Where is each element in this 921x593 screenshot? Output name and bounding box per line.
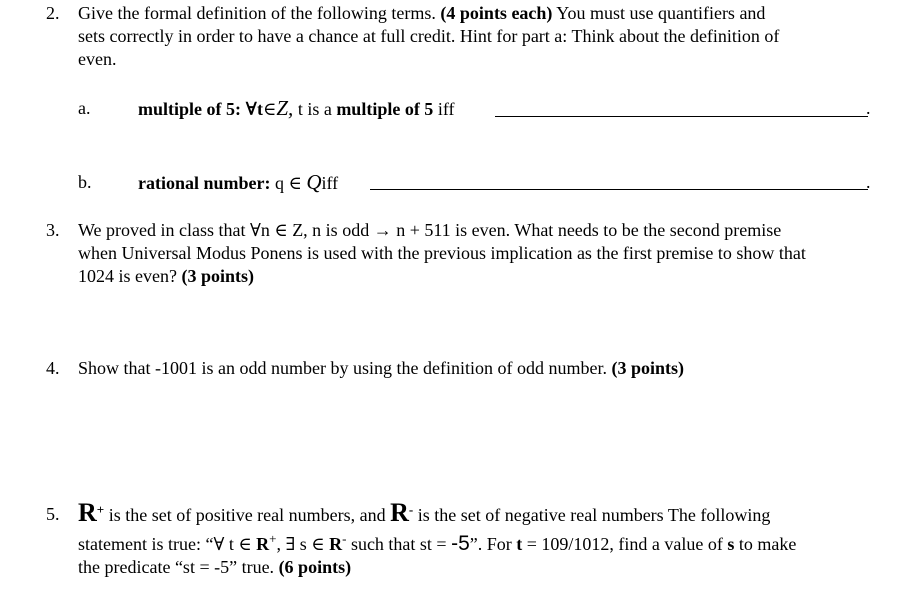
q5-s-bold: s — [727, 534, 735, 554]
q2a-term: multiple of 5: — [138, 99, 241, 119]
q3-line1: We proved in class that ∀n ∈ Z, n is odd → n + 511 is even. What needs to be the second premise — [78, 220, 782, 240]
q2a-elem: ∈ — [263, 99, 277, 119]
q2b-var: q ∈ — [275, 173, 302, 193]
q2b-definition — [138, 171, 338, 194]
q4-text: Show that -1001 is an odd number by using the definition of odd number. — [78, 358, 607, 378]
q3-number: 3. — [46, 220, 60, 240]
q5-l2a: statement is true: “∀ t ∈ — [78, 534, 252, 554]
q5-line3 — [78, 556, 351, 578]
q5-R-negative: R — [390, 498, 409, 527]
q2a-answer-blank[interactable] — [495, 116, 868, 117]
q4-line — [78, 357, 684, 379]
q5-t-bold: t — [516, 534, 523, 554]
q2b-answer-blank[interactable] — [370, 189, 868, 190]
q5-minus-sup: - — [408, 502, 414, 517]
q3-line2: when Universal Modus Ponens is used with the previous implication as the first premise to show that — [78, 243, 806, 263]
q5-l2d: ”. For — [469, 534, 512, 554]
q2b-end: . — [866, 172, 871, 192]
q2a-set: Z, — [276, 96, 294, 120]
q3-line3 — [78, 265, 254, 287]
q2a-label: a. — [78, 98, 91, 118]
q5-R-neg-2: R — [329, 534, 343, 554]
q2b-iff: iff — [321, 173, 339, 193]
q4-number: 4. — [46, 358, 60, 378]
q5-R-pos-2: R — [256, 534, 270, 554]
q2-line1 — [78, 2, 765, 24]
q2-number: 2. — [46, 3, 60, 23]
q5-l2b: , ∃ s ∈ — [276, 534, 325, 554]
q5-l2c: such that st = — [350, 534, 447, 554]
q2a-definition — [138, 97, 454, 120]
q2-text-b: You must use quantifiers and — [556, 3, 766, 23]
q2b-term: rational number: — [138, 173, 271, 193]
q3-points: (3 points) — [181, 266, 254, 286]
q2a-end: . — [866, 98, 871, 118]
q5-line2 — [78, 533, 796, 555]
q5-plus-sup: + — [96, 502, 105, 517]
q5-plus-sup-2: + — [269, 531, 277, 546]
q5-line1 — [78, 500, 770, 528]
q3-line3-text: 1024 is even? — [78, 266, 177, 286]
q2-line2: sets correctly in order to have a chance at full credit. Hint for part a: Think about the definition of — [78, 26, 780, 46]
q2b-label: b. — [78, 172, 92, 192]
q4-points: (3 points) — [611, 358, 684, 378]
q5-line3-text: the predicate “st = -5” true. — [78, 557, 275, 577]
q5-points: (6 points) — [278, 557, 352, 577]
q2a-iff: iff — [437, 99, 455, 119]
q2b-set: Q — [306, 170, 322, 194]
q2a-bold2: multiple of 5 — [336, 99, 434, 119]
q2a-mid: t is a — [297, 99, 332, 119]
q5-minus-sup-2: - — [342, 531, 347, 546]
q5-l2f: to make — [738, 534, 797, 554]
q2-line3: even. — [78, 49, 117, 69]
q5-number: 5. — [46, 504, 60, 524]
q2-text-a: Give the formal definition of the following terms. — [78, 3, 436, 23]
q5-R-positive: R — [78, 498, 97, 527]
q5-neg5: -5 — [451, 532, 470, 555]
q2-points: (4 points each) — [440, 3, 553, 23]
q5-l2e: = 109/1012, find a value of — [526, 534, 723, 554]
q2a-forall: ∀t — [245, 99, 264, 119]
q5-text2: is the set of negative real numbers The following — [417, 505, 771, 525]
q5-text1: is the set of positive real numbers, and — [108, 505, 386, 525]
